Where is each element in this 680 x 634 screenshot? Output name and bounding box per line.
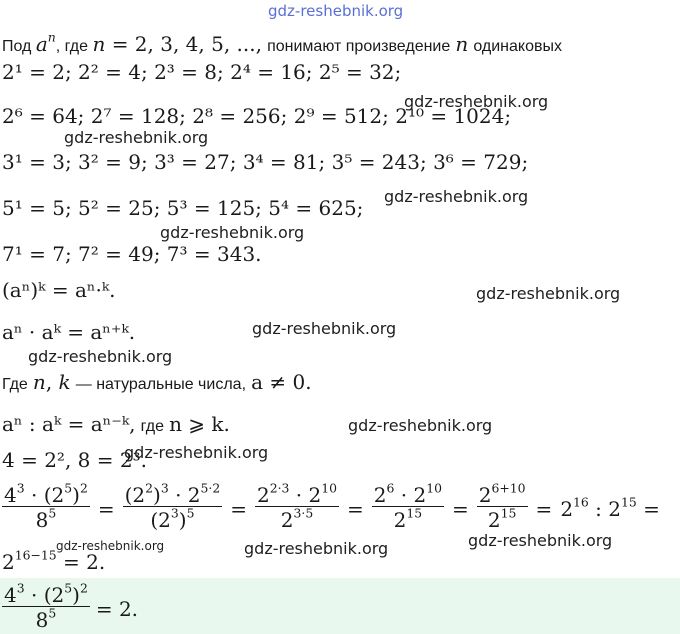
intro-values: = 2, 3, 4, 5, ..., xyxy=(111,32,262,56)
answer-box xyxy=(0,578,680,634)
fraction-3: $\frac{2^{2\cdot 3} \cdot 2^{10}}{2^{3\cdot 5}}$ xyxy=(257,480,338,532)
watermark: gdz-reshebnik.org xyxy=(244,539,389,558)
product-rule: aⁿ · aᵏ = aⁿ⁺ᵏ. xyxy=(2,320,136,344)
power-of-power-rule: (aⁿ)ᵏ = aⁿ·ᵏ. xyxy=(2,278,116,302)
watermark: gdz-reshebnik.org xyxy=(160,223,305,242)
intro-middle: , где xyxy=(55,38,93,55)
natural-text: — натуральные числа, xyxy=(75,376,247,393)
intro-a-n: $a^n$ xyxy=(35,29,56,56)
watermark: gdz-reshebnik.org xyxy=(252,319,397,338)
fraction-4: $\frac{2^6 \cdot 2^{10}}{2^{15}}$ xyxy=(373,480,442,532)
answer-value: = 2. xyxy=(95,596,139,621)
powers-of-three-line: 3¹ = 3; 3² = 9; 3³ = 27; 3⁴ = 81; 3⁵ = 243; 3⁶ = 729; xyxy=(2,150,529,174)
main-computation xyxy=(2,480,660,533)
watermark: gdz-reshebnik.org xyxy=(56,539,165,553)
answer-expression xyxy=(2,580,139,633)
fraction-2: $\frac{(2^2)^3 \cdot 2^{5\cdot 2}}{(2^3)^5}$ xyxy=(124,480,221,532)
watermark-top: gdz-reshebnik.org xyxy=(268,2,404,20)
quotient-line xyxy=(2,412,230,436)
result-value: = 2. xyxy=(63,550,106,574)
powers-of-two-line-1: 2¹ = 2; 2² = 4; 2³ = 8; 2⁴ = 16; 2⁵ = 32; xyxy=(2,60,402,84)
quotient-cond: n ⩾ k. xyxy=(169,412,230,436)
watermark: gdz-reshebnik.org xyxy=(348,416,493,435)
intro-tail: одинаковых xyxy=(473,38,562,55)
division-expression: $2^{16}$ : $2^{15}$ = xyxy=(560,494,660,521)
watermark: gdz-reshebnik.org xyxy=(124,443,269,462)
watermark: gdz-reshebnik.org xyxy=(468,531,613,550)
natural-prefix: Где xyxy=(2,376,28,393)
quotient-rule: aⁿ : aᵏ = aⁿ⁻ᵏ, xyxy=(2,412,136,436)
powers-of-seven-line: 7¹ = 7; 7² = 49; 7³ = 343. xyxy=(2,242,262,266)
intro-after: понимают произведение xyxy=(267,38,451,55)
watermark: gdz-reshebnik.org xyxy=(64,128,209,147)
natural-cond: a ≠ 0. xyxy=(251,370,312,394)
powers-of-five-line: 5¹ = 5; 5² = 25; 5³ = 125; 5⁴ = 625; xyxy=(2,196,364,220)
equals-sign: = xyxy=(452,496,469,521)
fraction-1: $\frac{4^3 \cdot (2^5)^2}{8^5}$ xyxy=(4,480,88,532)
quotient-where: где xyxy=(140,418,164,435)
equals-sign: = xyxy=(347,496,364,521)
answer-fraction: $\frac{4^3 \cdot (2^5)^2}{8^5}$ xyxy=(4,580,88,632)
powers-of-two-line-2: 2⁶ = 64; 2⁷ = 128; 2⁸ = 256; 2⁹ = 512; 2¹⁰ = 1024; xyxy=(2,104,512,128)
intro-n2: n xyxy=(455,32,469,56)
bases-line: 4 = 2², 8 = 2³. xyxy=(2,448,147,472)
watermark: gdz-reshebnik.org xyxy=(476,284,621,303)
natural-line xyxy=(2,370,312,394)
watermark: gdz-reshebnik.org xyxy=(404,92,549,111)
watermark: gdz-reshebnik.org xyxy=(384,187,529,206)
intro-n: n xyxy=(92,32,106,56)
fraction-5: $\frac{2^{6+10}}{2^{15}}$ xyxy=(478,480,526,532)
equals-sign: = xyxy=(535,496,553,521)
equals-sign: = xyxy=(230,496,247,521)
natural-vars: n, k xyxy=(32,370,71,394)
intro-before: Под xyxy=(2,38,36,55)
intro-line xyxy=(2,29,562,56)
equals-sign: = xyxy=(97,496,115,521)
watermark: gdz-reshebnik.org xyxy=(28,347,173,366)
result-line: $2^{16-15} = 2$. xyxy=(2,547,106,574)
